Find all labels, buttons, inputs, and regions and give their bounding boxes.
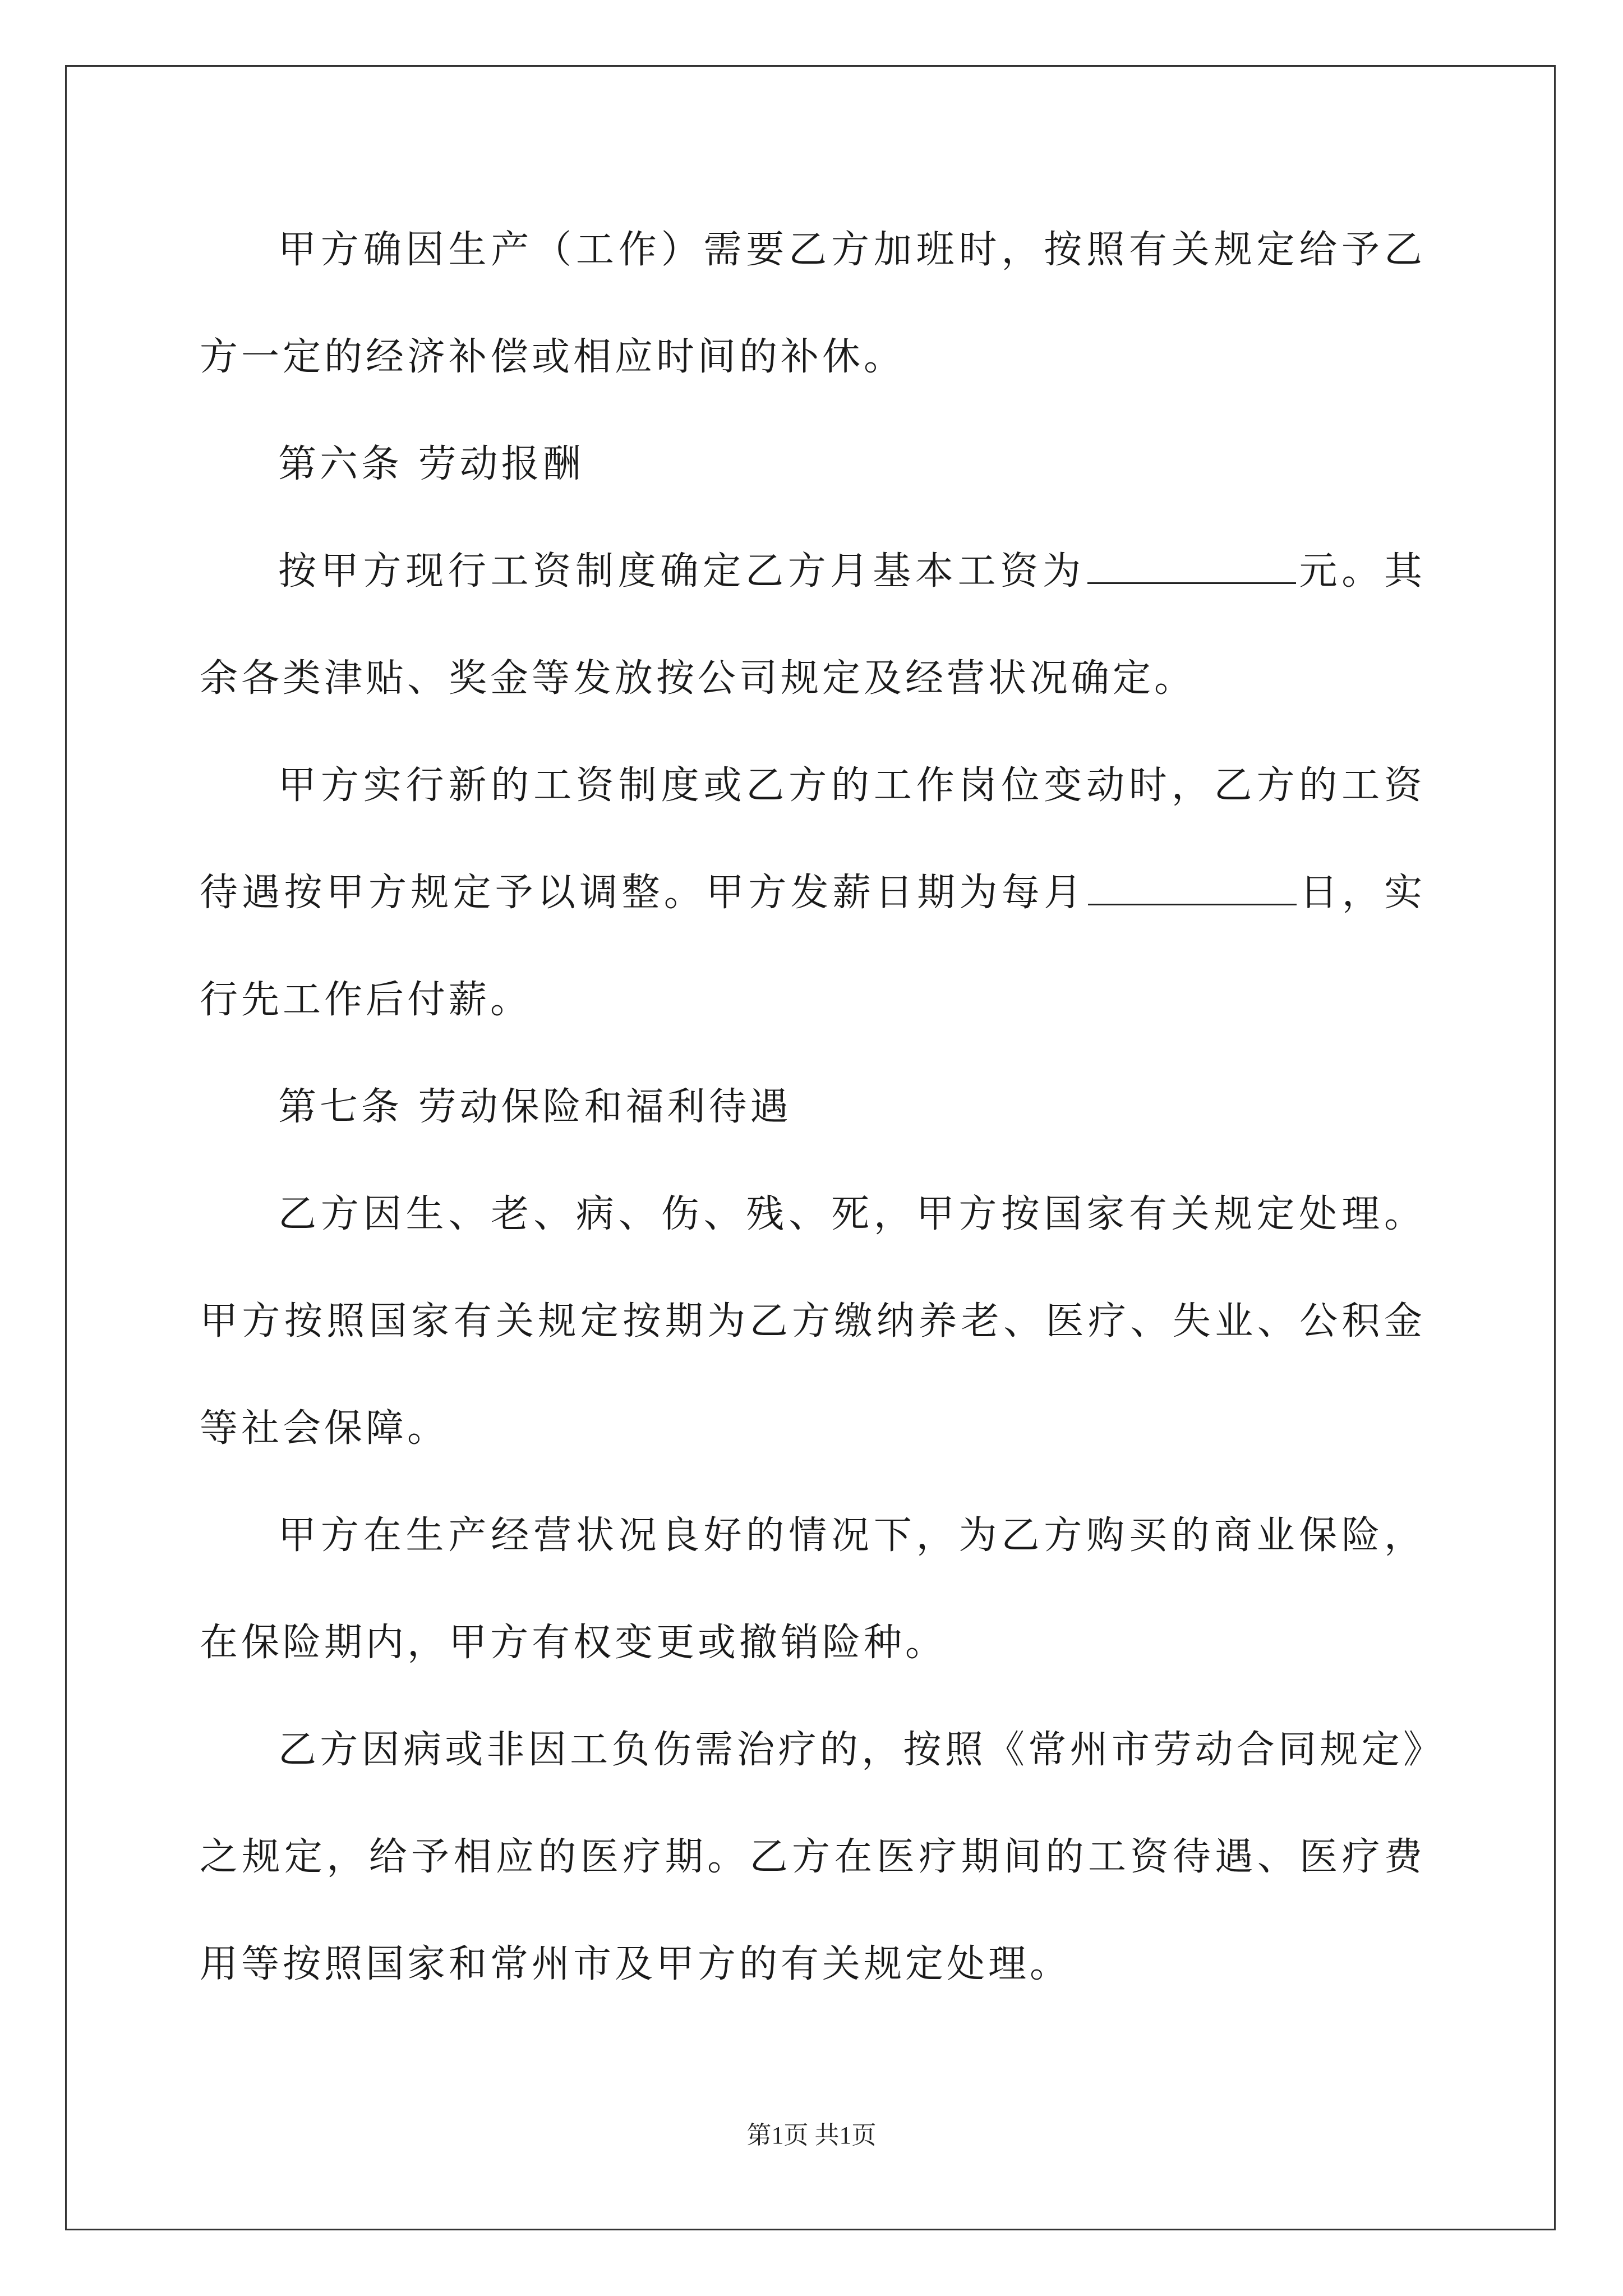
paragraph-overtime: 甲方确因生产（工作）需要乙方加班时，按照有关规定给予乙方一定的经济补偿或相应时间的补休。 [200, 228, 1426, 379]
paragraph-medical-period: 乙方因病或非因工负伤需治疗的，按照《常州市劳动合同规定》之规定，给予相应的医疗期。乙方在医疗期间的工资待遇、医疗费用等按照国家和常州市及甲方的有关规定处理。 [200, 1728, 1426, 1986]
payday-blank [1088, 872, 1297, 905]
salary-adjust-text-start: 甲方实行新的工资制度或乙方的工作岗位变动时，乙方的工资待遇按甲方规定予以调整。甲方发薪日期为每月 [200, 763, 1426, 915]
paragraph-base-salary [200, 518, 1426, 732]
salary-adjust-text-end: 日，实行先工作后付薪。 [200, 871, 1426, 1022]
heading-article-7: 第七条 劳动保险和福利待遇 [278, 1085, 792, 1129]
base-salary-blank [1087, 551, 1296, 584]
paragraph-salary-adjustment [200, 732, 1426, 1053]
paragraph-commercial-insurance: 甲方在生产经营状况良好的情况下，为乙方购买的商业保险，在保险期内，甲方有权变更或撤销险种。 [200, 1513, 1426, 1665]
base-salary-text-start: 按甲方现行工资制度确定乙方月基本工资为 [278, 549, 1085, 593]
paragraph-social-insurance: 乙方因生、老、病、伤、残、死，甲方按国家有关规定处理。甲方按照国家有关规定按期为乙方缴纳养老、医疗、失业、公积金等社会保障。 [200, 1192, 1426, 1451]
base-salary-text-end: 元。其余各类津贴、奖金等发放按公司规定及经营状况确定。 [200, 549, 1426, 701]
page-footer: 第1页 共1页 [746, 2122, 877, 2149]
heading-article-6: 第六条 劳动报酬 [278, 442, 584, 486]
